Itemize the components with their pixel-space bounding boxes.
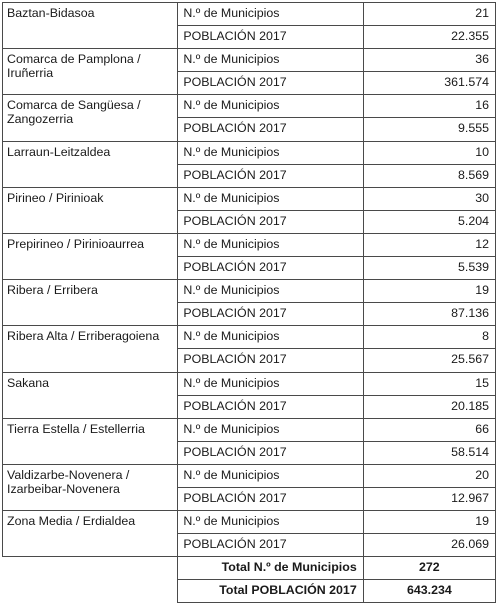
table-container [2,2,496,603]
municipios-value: 66 [363,418,495,441]
poblacion-label: POBLACIÓN 2017 [178,441,363,464]
municipios-value: 30 [363,187,495,210]
totals-row-poblacion [3,580,496,603]
municipios-value: 19 [363,280,495,303]
total-poblacion-value: 643.234 [363,580,495,603]
table-row [3,141,496,164]
municipios-label: N.º de Municipios [178,141,363,164]
region-name: Zona Media / Erdialdea [3,511,178,557]
municipalities-population-table [2,2,496,603]
municipios-value: 21 [363,3,495,26]
table-row [3,280,496,303]
municipios-value: 10 [363,141,495,164]
municipios-value: 15 [363,372,495,395]
municipios-value: 16 [363,95,495,118]
poblacion-value: 8.569 [363,164,495,187]
region-name: Comarca de Sangüesa / Zangozerria [3,95,178,141]
municipios-label: N.º de Municipios [178,95,363,118]
municipios-label: N.º de Municipios [178,233,363,256]
municipios-value: 36 [363,49,495,72]
table-row [3,464,496,487]
municipios-label: N.º de Municipios [178,326,363,349]
poblacion-label: POBLACIÓN 2017 [178,118,363,141]
region-name: Ribera Alta / Erriberagoiena [3,326,178,372]
municipios-label: N.º de Municipios [178,372,363,395]
poblacion-label: POBLACIÓN 2017 [178,72,363,95]
totals-row-municipios [3,557,496,580]
municipios-label: N.º de Municipios [178,3,363,26]
region-name: Pirineo / Pirinioak [3,187,178,233]
poblacion-label: POBLACIÓN 2017 [178,257,363,280]
municipios-value: 8 [363,326,495,349]
total-municipios-value: 272 [363,557,495,580]
region-name: Comarca de Pamplona / Iruñerria [3,49,178,95]
table-row [3,511,496,534]
poblacion-label: POBLACIÓN 2017 [178,534,363,557]
poblacion-label: POBLACIÓN 2017 [178,487,363,510]
table-row [3,95,496,118]
table-row [3,3,496,26]
poblacion-value: 361.574 [363,72,495,95]
poblacion-label: POBLACIÓN 2017 [178,395,363,418]
total-poblacion-label: Total POBLACIÓN 2017 [178,580,363,603]
municipios-label: N.º de Municipios [178,187,363,210]
municipios-value: 12 [363,233,495,256]
municipios-label: N.º de Municipios [178,511,363,534]
poblacion-label: POBLACIÓN 2017 [178,303,363,326]
poblacion-value: 5.539 [363,257,495,280]
poblacion-value: 20.185 [363,395,495,418]
municipios-value: 19 [363,511,495,534]
table-row [3,372,496,395]
municipios-label: N.º de Municipios [178,418,363,441]
poblacion-label: POBLACIÓN 2017 [178,210,363,233]
table-row [3,187,496,210]
municipios-value: 20 [363,464,495,487]
poblacion-label: POBLACIÓN 2017 [178,349,363,372]
poblacion-value: 26.069 [363,534,495,557]
poblacion-value: 22.355 [363,26,495,49]
region-name: Valdizarbe-Novenera / Izarbeibar-Novenera [3,464,178,510]
region-name: Sakana [3,372,178,418]
totals-blank-cell [3,580,178,603]
municipios-label: N.º de Municipios [178,464,363,487]
poblacion-value: 12.967 [363,487,495,510]
table-row [3,418,496,441]
region-name: Tierra Estella / Estellerria [3,418,178,464]
table-row [3,233,496,256]
totals-blank-cell [3,557,178,580]
table-row [3,326,496,349]
poblacion-value: 5.204 [363,210,495,233]
poblacion-value: 87.136 [363,303,495,326]
poblacion-value: 58.514 [363,441,495,464]
table-row [3,49,496,72]
table-body [3,3,496,603]
poblacion-label: POBLACIÓN 2017 [178,26,363,49]
poblacion-value: 9.555 [363,118,495,141]
region-name: Ribera / Erribera [3,280,178,326]
region-name: Prepirineo / Pirinioaurrea [3,233,178,279]
poblacion-label: POBLACIÓN 2017 [178,164,363,187]
total-municipios-label: Total N.º de Municipios [178,557,363,580]
municipios-label: N.º de Municipios [178,280,363,303]
region-name: Baztan-Bidasoa [3,3,178,49]
poblacion-value: 25.567 [363,349,495,372]
municipios-label: N.º de Municipios [178,49,363,72]
region-name: Larraun-Leitzaldea [3,141,178,187]
